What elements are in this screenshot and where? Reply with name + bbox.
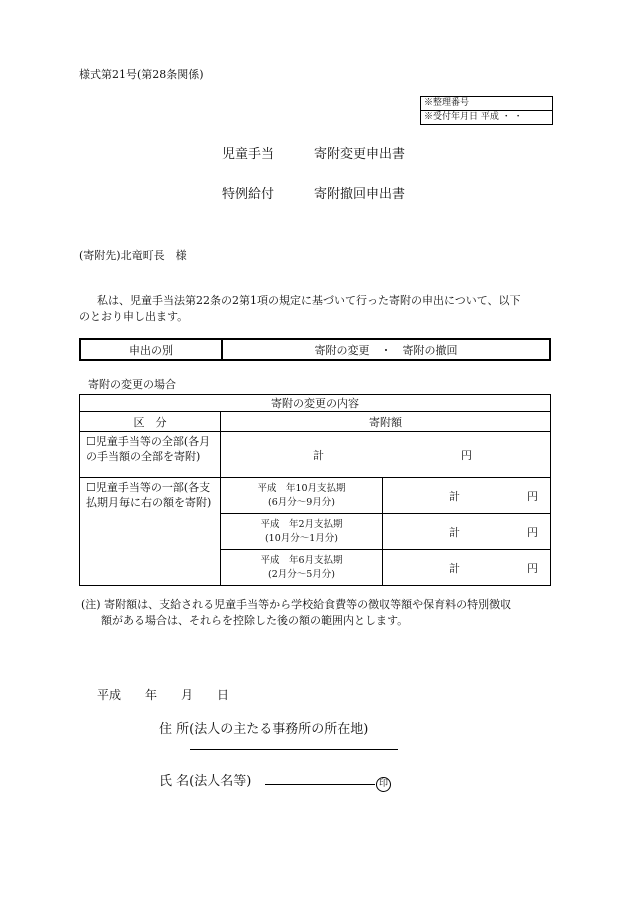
reception-date-field: ※受付年月日 平成 ・ ・ [421, 110, 552, 124]
name-label: 氏 名(法人名等) [159, 774, 252, 789]
change-section-title: 寄附の変更の場合 [88, 378, 176, 391]
total-label: 計 [449, 561, 460, 575]
reference-box [420, 96, 553, 125]
note-line1: (注) 寄附額は、支給される児童手当等から学校給食費等の徴収等額や保育料の特別徴収 [81, 598, 512, 611]
payment-period-june: 平成 年6月支払期 (2月分～5月分) [221, 550, 383, 586]
amount-february-field[interactable] [383, 514, 551, 550]
title-child-allowance: 児童手当 [222, 147, 275, 162]
title-special-benefit: 特例給付 [222, 187, 275, 202]
yen-label: 円 [461, 448, 472, 462]
intro-text-line2: のとおり申し出ます。 [79, 310, 189, 323]
title-change-request: 寄附変更申出書 [314, 147, 406, 162]
yen-label: 円 [527, 561, 538, 575]
title-withdrawal-request: 寄附撤回申出書 [314, 187, 406, 202]
total-label: 計 [313, 448, 324, 462]
payment-period-february: 平成 年2月支払期 (10月分～1月分) [221, 514, 383, 550]
change-content-header: 寄附の変更の内容 [80, 395, 551, 412]
note-line2: 額がある場合は、それらを控除した後の額の範囲内とします。 [101, 614, 409, 627]
date-line: 平成 年 月 日 [97, 688, 230, 702]
seal-icon: 印 [376, 777, 391, 792]
form-number: 様式第21号(第28条関係) [79, 68, 204, 81]
intro-text-line1: 私は、児童手当法第22条の2第1項の規定に基づいて行った寄附の申出について、以下 [97, 294, 521, 307]
seal-mark [376, 771, 391, 792]
yen-label: 円 [527, 525, 538, 539]
payment-period-october: 平成 年10月支払期 (6月分～9月分) [221, 478, 383, 514]
name-underline[interactable] [265, 784, 375, 785]
amount-all-field[interactable] [221, 432, 551, 478]
category-all-option[interactable]: ☐児童手当等の全部(各月の手当額の全部を寄附) [80, 432, 221, 478]
category-header: 区 分 [80, 412, 221, 432]
request-type-label: 申出の別 [80, 339, 222, 360]
category-partial-option[interactable]: ☐児童手当等の一部(各支払期月毎に右の額を寄附) [80, 478, 221, 586]
amount-october-field[interactable] [383, 478, 551, 514]
request-type-table [79, 338, 551, 361]
address-underline[interactable] [190, 749, 398, 750]
amount-header: 寄附額 [221, 412, 551, 432]
total-label: 計 [449, 525, 460, 539]
addressee: (寄附先)北竜町長 様 [79, 249, 187, 262]
request-type-options[interactable]: 寄附の変更 ・ 寄附の撤回 [222, 339, 550, 360]
total-label: 計 [449, 489, 460, 503]
reference-number-field: ※整理番号 [424, 98, 470, 108]
address-label: 住 所(法人の主たる事務所の所在地) [159, 722, 369, 737]
donation-change-table [79, 394, 551, 586]
yen-label: 円 [527, 489, 538, 503]
amount-june-field[interactable] [383, 550, 551, 586]
